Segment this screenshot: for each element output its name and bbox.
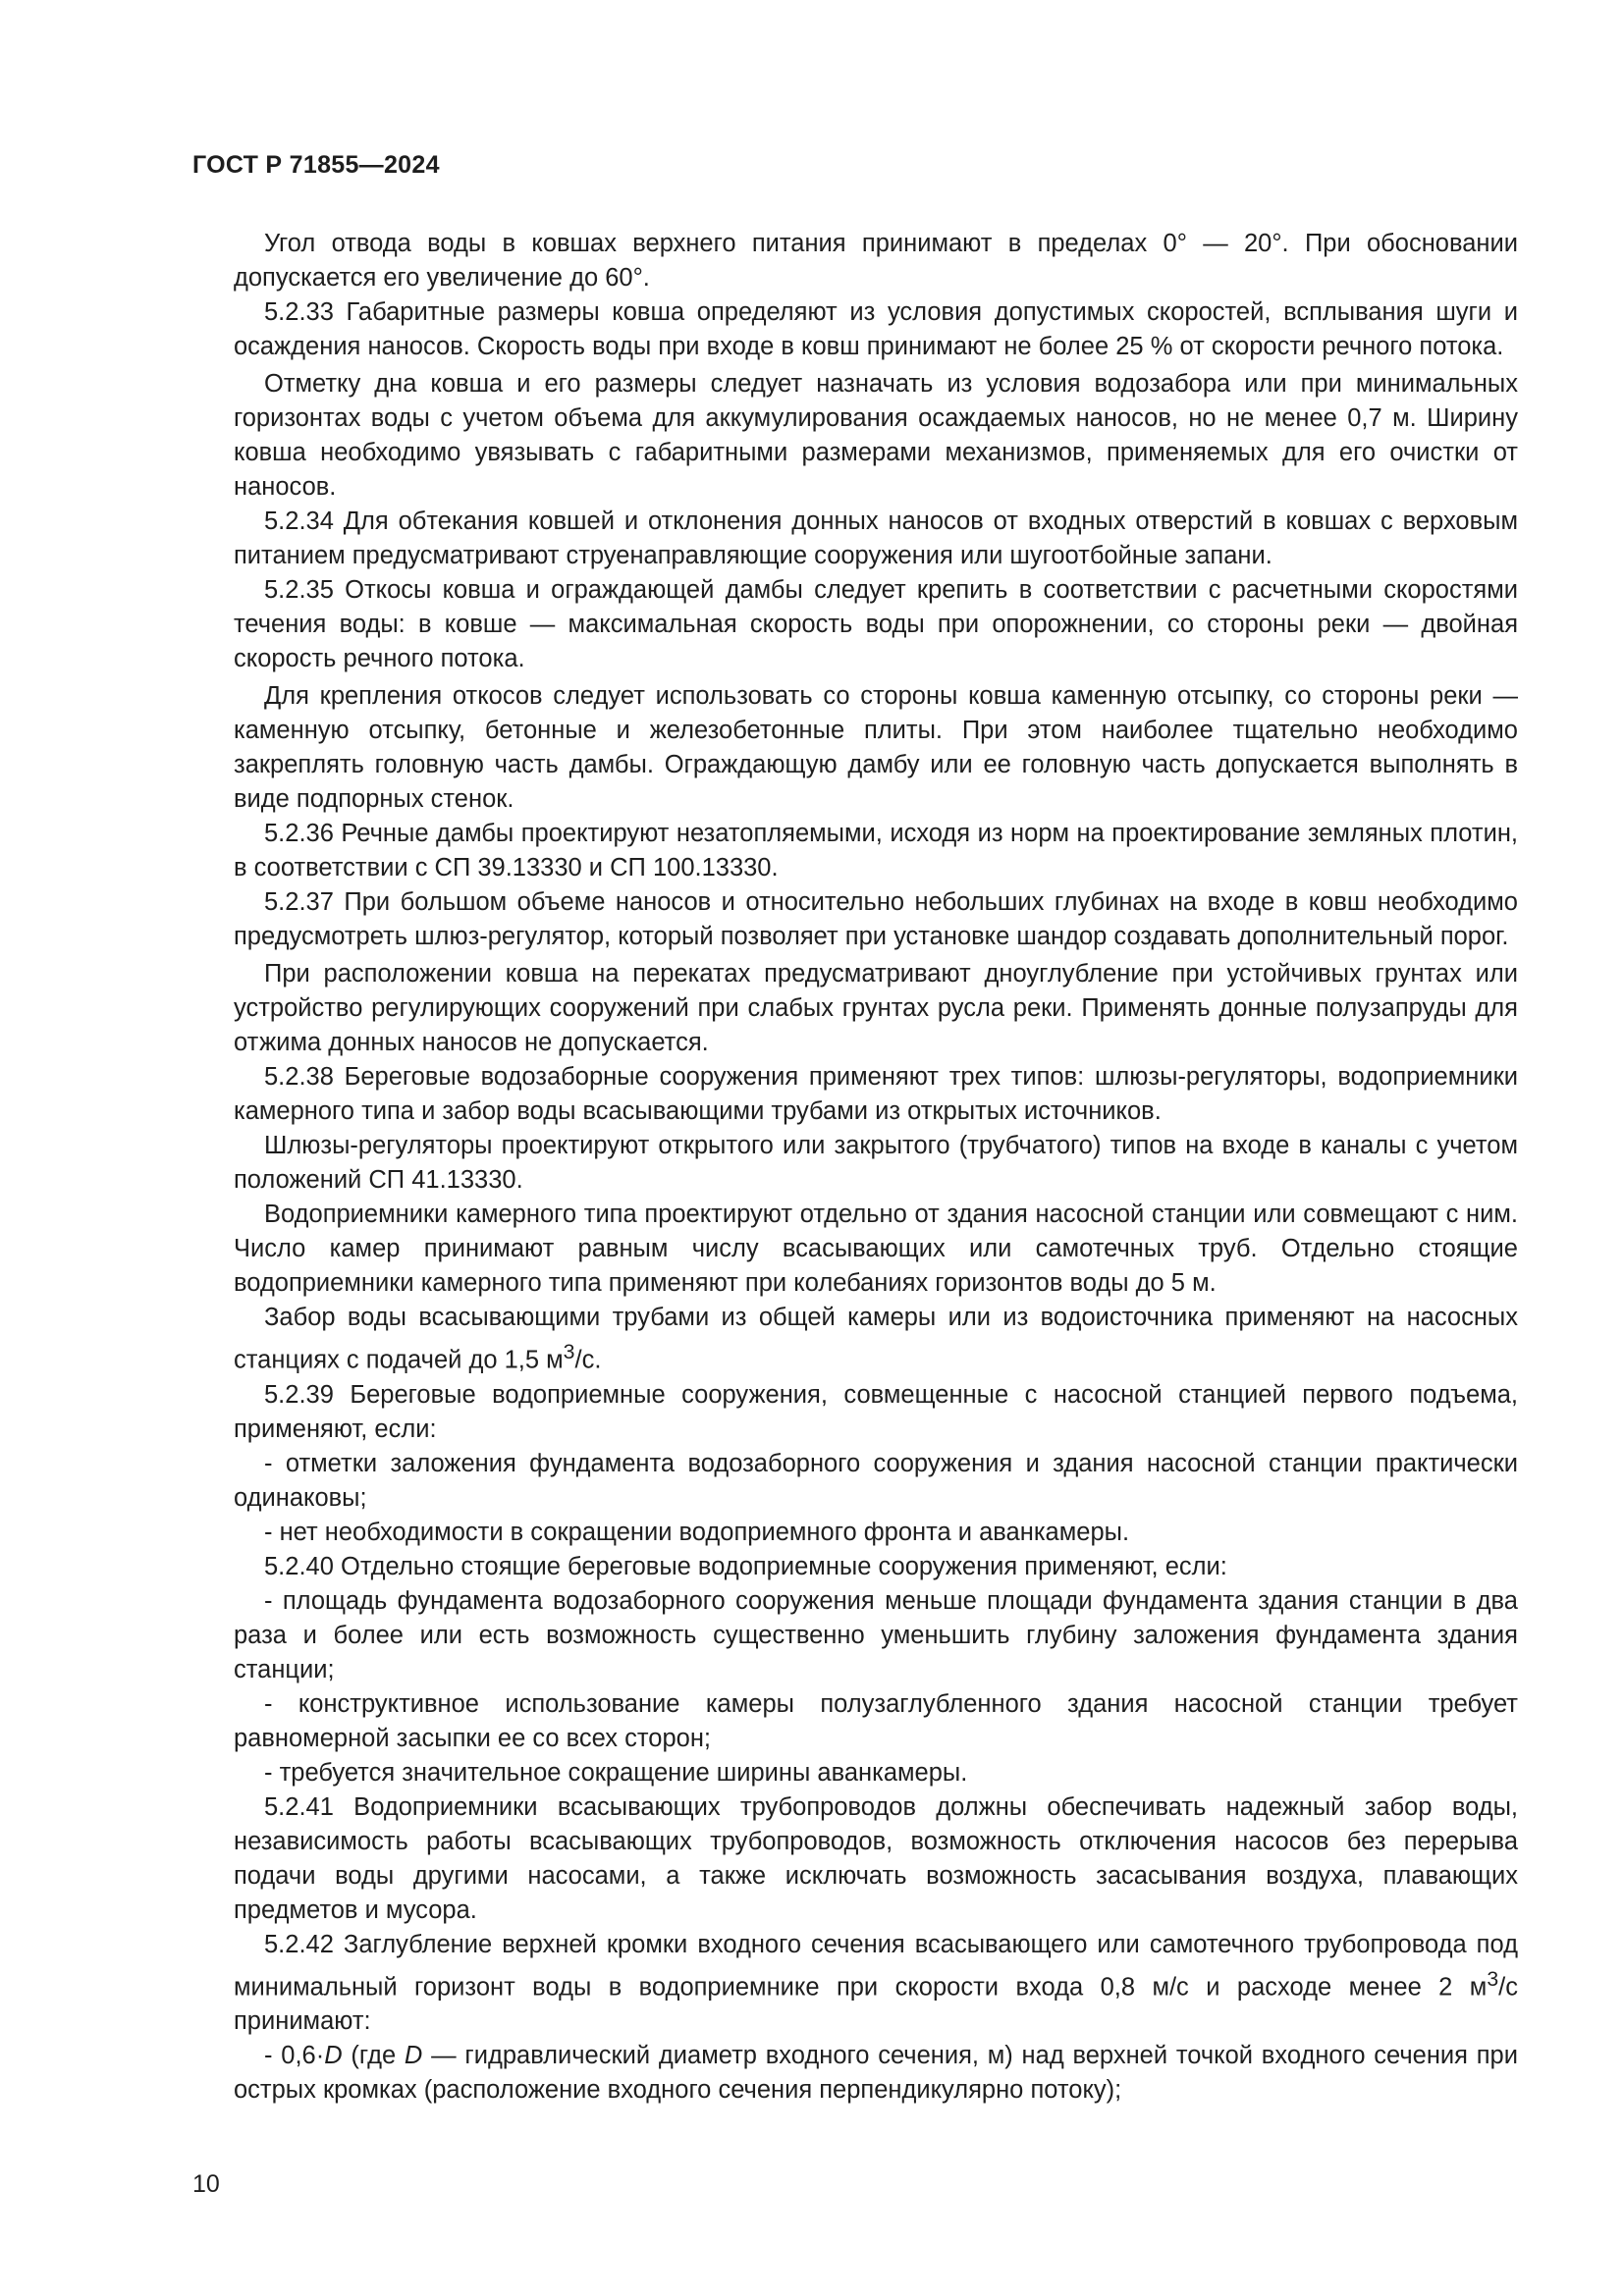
paragraph-text: — гидравлический диаметр входного сечения, м) над верхней точкой входного сечения при острых кромках (расположение входного сечения перпендикулярно потоку); <box>234 2042 1518 2104</box>
paragraph-text: 5.2.42 Заглубление верхней кромки входного сечения всасывающего или самотечного трубопровода под минимальный горизонт воды в водоприемнике при скорости входа 0,8 м/с и расходе менее 2 м <box>234 1930 1518 2001</box>
variable: D <box>324 2042 343 2069</box>
paragraph-text: Забор воды всасывающими трубами из общей камеры или из водоисточника применяют на насосных станциях с подачей до 1,5 м <box>234 1304 1518 1374</box>
paragraph: Шлюзы-регуляторы проектируют открытого или закрытого (трубчатого) типов на входе в каналы с учетом положений СП 41.13330. <box>234 1132 1518 1194</box>
clause-5-2-38: 5.2.38 Береговые водозаборные сооружения применяют трех типов: шлюзы-регуляторы, водоприемники камерного типа и забор воды всасывающими трубами из открытых источников. <box>234 1063 1518 1125</box>
clause-5-2-37: 5.2.37 При большом объеме наносов и относительно небольших глубинах на входе в ковш необходимо предусмотреть шлюз-регулятор, который позволяет при установке шандор создавать дополнительный порог. <box>234 888 1518 950</box>
paragraph: Отметку дна ковша и его размеры следует назначать из условия водозабора или при минимальных горизонтах воды с учетом объема для аккумулирования осаждаемых наносов, но не менее 0,7 м. Ширину ковша необходимо увязывать с габаритными размерами механизмов, применяемых для его очистки от наносов. <box>234 370 1518 501</box>
list-item: - площадь фундамента водозаборного сооружения меньше площади фундамента здания станции в два раза и более или есть возможность существенно уменьшить глубину заложения фундамента здания станции; <box>234 1586 1518 1683</box>
list-item <box>234 2039 1518 2108</box>
clause-5-2-34: 5.2.34 Для обтекания ковшей и отклонения донных наносов от входных отверстий в ковшах с верховым питанием предусматривают струенаправляющие сооружения или шугоотбойные запани. <box>234 507 1518 569</box>
clause-5-2-41: 5.2.41 Водоприемники всасывающих трубопроводов должны обеспечивать надежный забор воды, независимость работы всасывающих трубопроводов, возможность отключения насосов без перерыва подачи воды другими насосами, а также исключать возможность засасывания воздуха, плавающих предметов и мусора. <box>234 1792 1518 1924</box>
paragraph: Водоприемники камерного типа проектируют отдельно от здания насосной станции или совмещают с ним. Число камер принимают равным числу всасывающих или самотечных труб. Отдельно стоящие водоприемники камерного типа применяют при колебаниях горизонтов воды до 5 м. <box>234 1201 1518 1297</box>
paragraph: При расположении ковша на перекатах предусматривают дноуглубление при устойчивых грунтах или устройство регулирующих сооружений при слабых грунтах русла реки. Применять донные полузапруды для отжима донных наносов не допускается. <box>234 960 1518 1056</box>
clause-5-2-40: 5.2.40 Отдельно стоящие береговые водоприемные сооружения применяют, если: <box>264 1552 1227 1580</box>
superscript: 3 <box>1487 1966 1499 1991</box>
paragraph-text: /с. <box>574 1346 602 1374</box>
list-item: - требуется значительное сокращение ширины аванкамеры. <box>264 1758 968 1787</box>
clause-5-2-42 <box>234 1928 1518 2040</box>
paragraph: Угол отвода воды в ковшах верхнего питания принимают в пределах 0° — 20°. При обосновании допускается его увеличение до 60°. <box>234 230 1518 292</box>
document-body <box>234 227 1518 2108</box>
list-item: - отметки заложения фундамента водозаборного сооружения и здания насосной станции практически одинаковы; <box>234 1449 1518 1512</box>
document-header: ГОСТ Р 71855—2024 <box>192 151 440 179</box>
list-item: - конструктивное использование камеры полузаглубленного здания насосной станции требует равномерной засыпки ее со всех сторон; <box>234 1689 1518 1752</box>
page-number: 10 <box>192 2170 220 2198</box>
clause-5-2-36: 5.2.36 Речные дамбы проектируют незатопляемыми, исходя из норм на проектирование земляных плотин, в соответствии с СП 39.13330 и СП 100.13330. <box>234 820 1518 881</box>
paragraph-text: - 0,6· <box>264 2042 325 2069</box>
paragraph: Для крепления откосов следует использовать со стороны ковша каменную отсыпку, со стороны реки — каменную отсыпку, бетонные и железобетонные плиты. При этом наиболее тщательно необходимо закреплять головную часть дамбы. Ограждающую дамбу или ее головную часть допускается выполнять в виде подпорных стенок. <box>234 682 1518 813</box>
clause-5-2-35: 5.2.35 Откосы ковша и ограждающей дамбы следует крепить в соответствии с расчетными скоростями течения воды: в ковше — максимальная скорость воды при опорожнении, со стороны реки — двойная скорость речного потока. <box>234 576 1518 672</box>
list-item: - нет необходимости в сокращении водоприемного фронта и аванкамеры. <box>264 1518 1130 1546</box>
superscript: 3 <box>563 1340 575 1363</box>
clause-5-2-33: 5.2.33 Габаритные размеры ковша определяют из условия допустимых скоростей, всплывания шуги и осаждения наносов. Скорость воды при входе в ковш принимают не более 25 % от скорости речного потока. <box>234 298 1518 360</box>
paragraph-text: /с принимают: <box>234 1973 1518 2035</box>
clause-5-2-39: 5.2.39 Береговые водоприемные сооружения, совмещенные с насосной станцией первого подъема, применяют, если: <box>234 1380 1518 1443</box>
variable: D <box>404 2042 423 2069</box>
paragraph <box>234 1301 1518 1378</box>
paragraph-text: (где <box>342 2042 405 2069</box>
